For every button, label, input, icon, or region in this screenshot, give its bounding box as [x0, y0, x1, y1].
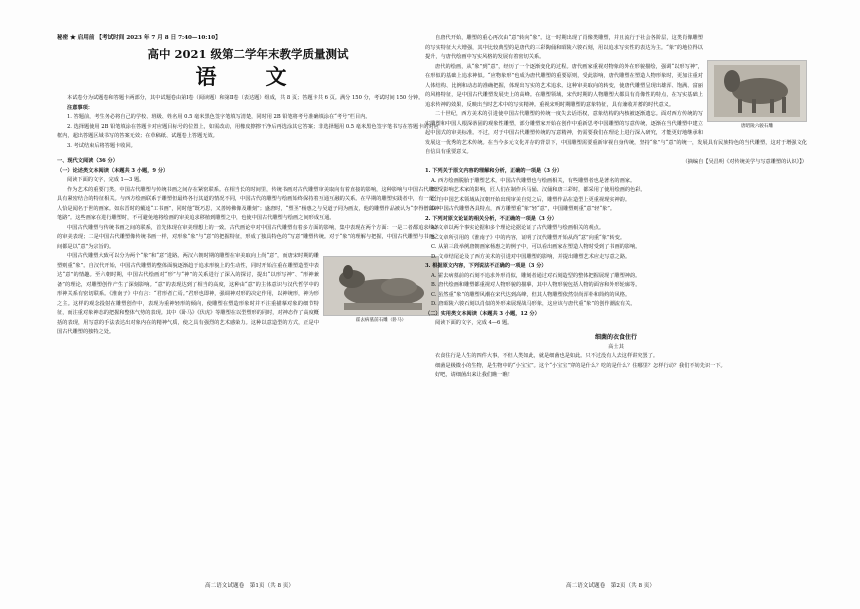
instruction: 阅读下面的文字，完成 4—6 题。	[435, 320, 513, 326]
article-paragraph: 自唐代开始，雕塑的重心再次由“意”转向“象”。这一时期出现了肖像类雕塑，并且流行于社会各阶层，这类肖像雕塑的写实特征大大增强，其中比较典型的是唐代的三彩陶俑和昭陵六骏石刻，用以追求写实性的表达为主。“象”的地位得以提升，与唐代绘画中写实风格的发展有着密切关系。	[425, 35, 703, 60]
article-paragraph: 好吧，请细菌出来让我们瞧一瞧！	[435, 372, 513, 378]
article-paragraph: 衣食住行是人生的四件大事，不但人类如此，就是细菌也是如此。只不过没有人去这样讲究罢了。	[435, 353, 659, 359]
article-author: 高士其	[608, 343, 624, 350]
option: A. 西方绘画脱胎于雕塑艺术，中国古代雕塑也与绘画相关，有些雕塑者也是著名的画家。	[431, 177, 636, 184]
six-steeds-photo	[707, 60, 807, 122]
page-footer: 高二语文试题卷 第2页（共 8 页）	[566, 583, 655, 589]
page-2	[425, 34, 807, 574]
notice-title: 注意事项：	[67, 104, 93, 111]
option: C. 自中国艺术领域从汉朝开始出现审美自觉之后，雕塑作品在造型上更重视现实神韵。	[431, 196, 631, 203]
source-citation: （摘编自【吴昌明《对传统美学与写意雕塑的认识》】）	[682, 158, 807, 165]
article-paragraph: 中国古代雕塑与传统书画之间的联系，首先体现在审美理想上的一致。古代画论中对中国古代雕塑有着多方面的影响，集中表现在两个方面：一是二者都追求线条的审美表现；二是中国古代雕塑像传统书画一样，对形象“象”与“意”的把握特征，形成了独具特色的“写意”雕塑传统。对于“象”的理解与把握，中国古代雕塑与书画之间都是以“意”为宗旨的。	[57, 224, 439, 250]
option: B. 唐代绘画和雕塑都重视对人物形貌的描摹，其中人物形貌包括人物的面容和外形轮廓等。	[431, 282, 641, 288]
question-2: 2. 下列对原文论证的相关分析，不正确的一项是（3 分）	[425, 215, 557, 222]
subsection-heading: （二）实用类文本阅读（本题共 3 小题，12 分）	[425, 310, 540, 317]
option: D. 中国古代雕塑各具特点，西方雕塑重“象”轻“意”，中国雕塑则重“意”轻“象”。	[431, 206, 616, 212]
article-paragraph: 中国古代雕塑大致可以分为两个“象”和“意”进路。两汉六朝时期的雕塑在审美取向上尚“意”，而唐宋时期的雕塑则重“象”。自汉代开始，中国古代雕塑的整体面貌逐渐趋于追求形貌上的生动性，同时开始注重在雕塑造型中表达“意”的情趣。至六朝时期，中国古代绘画对“形”与“神”的关系进行了深入的探讨，提出“以形写神”、“形神兼备”的理论，对雕塑创作产生了深刻影响。“意”的表现达到了相当的高度，这种由“意”的主体意识与汉代哲学中的形神关系有密切联系。《淮南子》中有言：“君形者亡焉。”君形也即神，强调神对形的决定作用，以神统形，神为形之主。这样的观念投射在雕塑创作中，表现为重神轻形的倾向，使雕塑在塑造形象时并不注重描摹对象的细节特征，而注重对象神态的把握和整体气势的表现。其中《卧马》《伏虎》等雕塑在以型塑形的同时，对神态作了高度概括的表现，用写意的手法表达出对象内在的精神气质，使之具有强烈的艺术感染力。这种以意造型的方式，正是中国古代雕塑的独特之处。	[57, 253, 319, 335]
article-paragraph: 唐代的绘画，从“象”到“意”，经历了一个逐渐变化的过程。唐代画家重视对物象的外在形貌描绘，强调“以形写神”，在形似的基础上追求神似。“应物象形”也成为唐代雕塑的重要原则，受此影响，唐代雕塑在塑造人物形象时，更加注重对人体结构、比例和动态的准确把握，体现出写实的艺术追求。这种审美取向的转变，使唐代雕塑呈现出雄浑、饱满、富丽的风格特征，是中国古代雕塑发展史上的高峰。在雕塑领域，宋代时期的人物雕塑大都具有肖像性的特点，在写实基础上追求传神的效果，反映出当时艺术中的写实精神。重视宋明时期雕塑的意象特征，具有兼收并蓄的时代意义。	[425, 63, 703, 108]
subject-title: 语 文	[195, 64, 301, 89]
notice-item: 3. 考试结束后将答题卡收回。	[67, 142, 136, 149]
instruction: 阅读下面的文字，完成 1—3 题。	[67, 177, 145, 183]
intro-text: 本试卷分为试题卷和答题卡两部分，其中试题卷由第Ⅰ卷（阅读题）和第Ⅱ卷（表达题）组成，共 8 页；答题卡共 6 页。满分 150 分，考试时间 150 分钟。	[67, 95, 424, 101]
section-heading: 一、现代文阅读（36 分）	[57, 158, 118, 164]
subsection-heading: （一）论述类文本阅读（本题共 3 小题，9 分）	[57, 167, 169, 174]
page-1	[57, 34, 439, 574]
stone-horse-photo	[323, 256, 439, 316]
six-steeds-figure	[707, 60, 807, 130]
option: D. 文章结尾论及了西方美术的引进对中国雕塑的影响，并提出雕塑艺术应走写意之路。	[431, 253, 631, 260]
article-paragraph: 作为艺术的重要门类，中国古代雕塑与传统书画之间存在紧密联系。在相当长的时间里，传统书画对古代雕塑审美取向有着直接的影响，这种影响与中国古代雕塑具有紧密结合的特征相关。与西方绘画联系于雕塑但最终各行其道的情况不同，中国古代的雕塑与绘画始终保持着互通互融的关系。在早期的雕塑实践者中，有一部分人恰是闻名于世的画家。如东晋时的戴逵“工书画”，同时他“既巧思，又善铸佛像及雕刻”；盛唐时，“塑圣”杨惠之与吴道子同为画友，他的雕塑作品被认为“李得僧繇神笔路”。这些画家在进行雕塑时，不可避免地将绘画的审美追求移植到雕塑之中，也使中国古代雕塑与绘画之间形成互通。	[57, 186, 439, 221]
option: A. 文章以两个事实论据和多个理论论据论证了古代雕塑与绘画相关的观点。	[431, 225, 605, 231]
question-1: 1. 下列关于原文内容的理解和分析，正确的一项是（3 分）	[425, 168, 563, 174]
article-paragraph: 细菌是极微小的生物，是生物中的“小宝宝”。这个“小宝宝”穿的是什么？吃的是什么？住哪里？怎样行动？我们不妨先识一下。	[435, 362, 726, 369]
option: B. 受影响艺术家的影响，匠人们在制作兵马俑、汉俑和唐三彩时，都采用了使用绘画的色彩。	[431, 187, 646, 193]
option: A. 霍去病墓前的石刻不追求外形肖似，雕刻者通过对石刻造型的整体把握展现了雕塑神韵。	[431, 272, 641, 279]
notice-item: 2. 选择题使用 2B 铅笔填涂在答题卡对应题目标号的位置上，如需改动，用橡皮擦擦干净后再选涂其它答案；非选择题用 0.5 毫米黑色签字笔书写在答题卡的对应框内，超出答题区域书写的答案无效；在草稿纸、试题卷上答题无效。	[57, 123, 439, 139]
question-3: 3. 根据原文内容，下列说法不正确的一项是（3 分）	[425, 263, 547, 269]
page-footer: 高二语文试题卷 第1页（共 8 页）	[205, 583, 294, 589]
option: B. 文章所引用的《淮南子》中的内容，证明了汉代雕塑开始从尚“意”向重“象”转变。	[431, 234, 626, 241]
article-paragraph: 二十世纪，西方美术的引进使中国古代雕塑的传统一度失去话语权，意象结构的内核被逐渐遗忘。面对西方传统的写实雕塑和中国人根深蒂固的观象性雕塑，部分雕塑家开始在创作中重新思考中国雕塑的写意传统，逐渐在当代雕塑中建立起中国式的审美标准。不过，对于中国古代雕塑传统的写意精神，仍需要我们在理论上进行深入研究，才能更好地继承和发展这一优秀的艺术传统。在当今多元文化并存的背景下，中国雕塑需要重新审视自身传统，坚持“象”与“意”的统一，发展具有民族特色的当代雕塑，这对于增强文化自信具有重要意义。	[425, 111, 807, 155]
exam-title: 高中 2021 级第二学年末教学质量测试	[147, 47, 349, 61]
option: D. 唐昭陵六骏石刻以肖似的外形来展现战马形象，这应该与唐代重“象”的创作潮流有关。	[431, 301, 636, 307]
confidential-line: 秘密 ★ 启用前 【考试时间 2023 年 7 月 8 日 7:40—10:10】	[57, 35, 221, 41]
option: C. 从第三段举例唐朝画家杨惠之的例子中，可以看出画家在塑造人物时受到了书画的影响。	[431, 244, 641, 250]
notice-item: 1. 答题前，考生务必将自己的学校、班级、姓名用 0.5 毫米黑色签字笔填写清楚，同时用 2B 铅笔将考号准确填涂在“考号”栏目内。	[67, 114, 371, 120]
article-title: 细菌的衣食住行	[594, 333, 637, 341]
stone-horse-figure	[323, 256, 439, 324]
option: C. 虽然重“象”的雕塑风潮在宋代达到高峰，但其人物雕塑依然崇尚浑朴和简约的风格。	[431, 291, 631, 298]
figure-caption: 唐昭陵六骏石雕	[740, 124, 774, 129]
figure-caption: 霍去病墓前石雕（卧马）	[355, 318, 407, 323]
